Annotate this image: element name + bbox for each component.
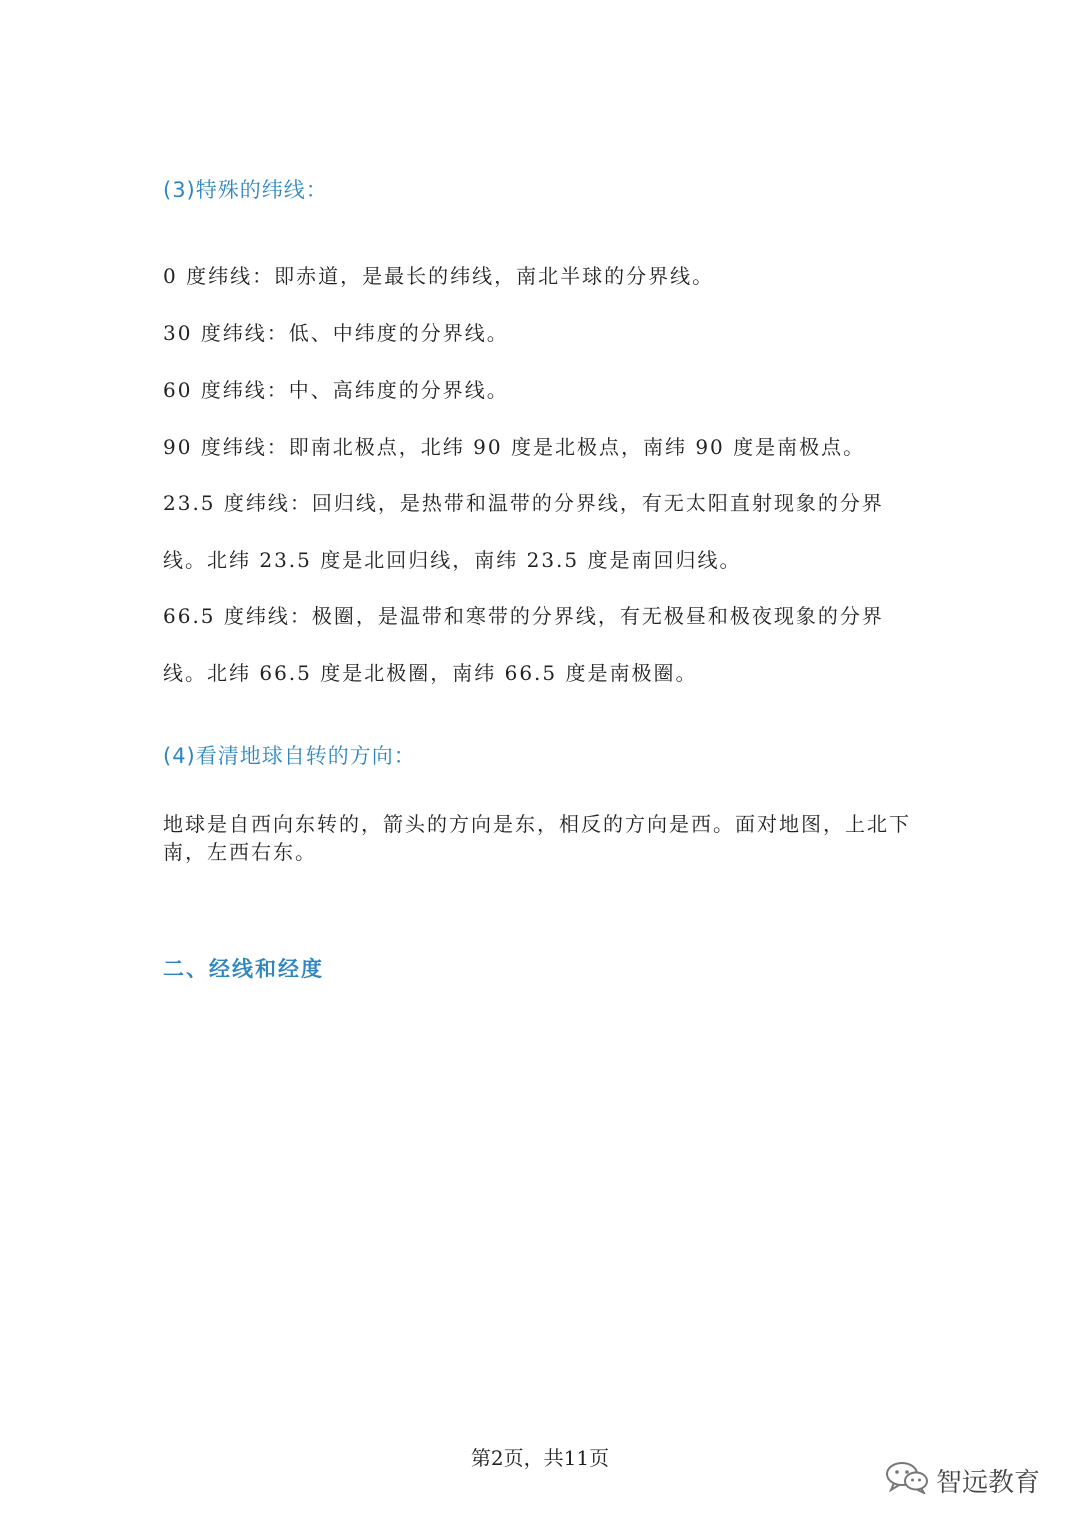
latitude-line-23-5-cont: 线。北纬 23.5 度是北回归线，南纬 23.5 度是南回归线。: [163, 548, 742, 572]
section-4-heading: (4)看清地球自转的方向：: [163, 744, 416, 768]
latitude-line-66-5-cont: 线。北纬 66.5 度是北极圈，南纬 66.5 度是南极圈。: [163, 661, 698, 685]
wechat-icon: [884, 1460, 930, 1501]
section-3-heading: (3)特殊的纬线：: [163, 178, 328, 202]
page-number: 第2页，共11页: [470, 1446, 610, 1470]
latitude-line-90: 90 度纬线：即南北极点，北纬 90 度是北极点，南纬 90 度是南极点。: [163, 435, 866, 459]
latitude-line-30: 30 度纬线：低、中纬度的分界线。: [163, 321, 509, 345]
watermark-text: 智远教育: [936, 1467, 1041, 1498]
latitude-line-23-5: 23.5 度纬线：回归线，是热带和温带的分界线，有无太阳直射现象的分界: [163, 491, 884, 515]
watermark: [884, 1460, 1040, 1500]
latitude-line-0: 0 度纬线：即赤道，是最长的纬线，南北半球的分界线。: [163, 264, 715, 288]
latitude-line-60: 60 度纬线：中、高纬度的分界线。: [163, 378, 509, 402]
rotation-paragraph: 地球是自西向东转的，箭头的方向是东，相反的方向是西。面对地图，上北下南，左西右东。: [163, 812, 911, 864]
latitude-line-66-5: 66.5 度纬线：极圈，是温带和寒带的分界线，有无极昼和极夜现象的分界: [163, 604, 884, 628]
section-two-heading: 二、经线和经度: [163, 957, 324, 981]
